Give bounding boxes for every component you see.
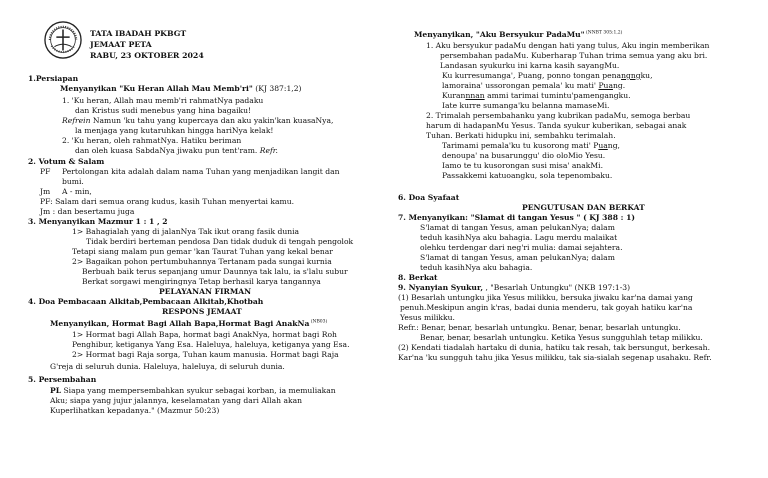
song-line: Passakkemi katuoangku, sola tepenombaku. — [442, 171, 613, 180]
psalm-line: Berbuah baik terus sepanjang umur Daunnya tak lalu, ia s'lalu subur — [82, 267, 348, 276]
verse-line: dan Kristus sudi menebus yang hina bagaiku! — [75, 106, 252, 115]
section-mazmur-heading: 3. Menyanyikan Mazmur 1 : 1 , 2 — [28, 217, 168, 226]
verse-line: 2. 'Ku heran, oleh rahmatNya. Hatiku beriman — [62, 136, 242, 145]
song-line: Landasan syukurku ini karna kasih sayangMu. — [440, 61, 620, 70]
song-line: S'lamat di tangan Yesus, aman pelukanNya; dalam — [420, 223, 615, 232]
song-line: persembahan padaMu. Kuberharap Tuhan trima semua yang aku bri. — [440, 51, 708, 60]
song-line: teduh kasihNya aku bahagia. — [420, 263, 533, 272]
song-line: G'reja di seluruh dunia. Haleluya, haleluya, di seluruh dunia. — [50, 362, 285, 371]
header-congregation: JEMAAT PETA — [90, 40, 152, 49]
verse-line: 1. 'Ku heran, Allah mau memb'ri rahmatNya padaku — [62, 96, 264, 105]
section-persembahan-heading: 5. Persembahan — [28, 375, 97, 384]
section-doa-pembacaan-heading: 4. Doa Pembacaan Alkitab,Pembacaan Alkitab,Khotbah — [28, 297, 264, 306]
offering-verse-line: Kuperlihatkan kepadanya." (Mazmur 50:23) — [50, 406, 220, 415]
offering-verse-line: Aku; siapa yang jujur jalannya, keselamatan yang dari Allah akan — [50, 396, 303, 405]
liturgy-role-label: Jm — [40, 187, 51, 196]
liturgy-role-label: PF — [40, 167, 51, 176]
song-aku-bersyukur-title: Menyanyikan, "Aku Bersyukur PadaMu" $^{(NNBT 305:1,2)}$ — [414, 30, 623, 39]
psalm-line: Berkat sorgawi mengiringnya Tetap berhasil karya tangannya — [82, 277, 321, 286]
liturgy-line: bumi. — [62, 177, 84, 186]
song-line: 2> Hormat bagi Raja sorga, Tuhan kaum manusia. Hormat bagi Raja — [72, 350, 339, 359]
song-line: olehku terdengar dari neg'ri mulia: damai sejahtera. — [420, 243, 623, 252]
refrein-line: la menjaga yang kutaruhkan hingga hariNya kelak! — [75, 126, 274, 135]
offering-verse-line: PL Siapa yang mempersembahkan syukur sebagai korban, ia memuliakan — [50, 386, 336, 395]
section-votum-heading: 2. Votum & Salam — [28, 157, 105, 166]
song-hormat-title: Menyanyikan, Hormat Bagi Allah Bapa,Hormat Bagi AnakNa $^{(NB03)}$ — [50, 319, 328, 328]
refrein-line: Refr.: Benar, benar, besarlah untungku. Benar, benar, besarlah untungku. — [398, 323, 681, 332]
song-line: harum di hadapanMu Yesus. Tanda syukur kuberikan, sebagai anak — [426, 121, 687, 130]
song-line: denoupa' na busarunggu' dio oloMio Yesu. — [442, 151, 606, 160]
verse-line: dan oleh kuasa SabdaNya jiwaku pun tent'ram. Refr. — [75, 146, 278, 155]
pengutusan-heading: PENGUTUSAN DAN BERKAT — [522, 203, 645, 212]
song-ku-heran-title: Menyanyikan "Ku Heran Allah Mau Memb'ri" (KJ 387:1,2) — [60, 84, 302, 93]
song-line: Tarimami pemala'ku tu kusorong mati' Puang, — [442, 141, 620, 150]
psalm-line: Tidak berdiri berteman pendosa Dan tidak duduk di tengah pengolok — [86, 237, 354, 246]
refrein-line: Refrein Namun 'ku tahu yang kupercaya dan aku yakin'kan kuasaNya, — [62, 116, 334, 125]
section-nyanyian-syukur-heading: 9. Nyanyian Syukur, , "Besarlah Untungku" (NKB 197:1-3) — [398, 283, 631, 292]
liturgy-line: Pertolongan kita adalah dalam nama Tuhan yang menjadikan langit dan — [62, 167, 340, 176]
song-line: Ku kurresumanga', Puang, ponno tongan penangngku, — [442, 71, 653, 80]
song-line: 2. Trimalah persembahanku yang kubrikan padaMu, semoga berbau — [426, 111, 691, 120]
section-berkat-heading: 8. Berkat — [398, 273, 438, 282]
song-line: (1) Besarlah untungku jika Yesus milikku, bersuka jiwaku kar'na damai yang — [398, 293, 693, 302]
song-line: Iate kurre sumanga'ku belanna mamaseMi. — [442, 101, 610, 110]
song-line: Tuhan. Berkati hidupku ini, sembahku terimalah. — [426, 131, 616, 140]
song-line: S'lamat di tangan Yesus, aman pelukanNya; dalam — [420, 253, 615, 262]
song-line: (2) Kendati tiadalah hartaku di dunia, hatiku tak resah, tak bersungut, berkesah. — [398, 343, 710, 352]
psalm-line: 1> Bahagialah yang di jalanNya Tak ikut orang fasik dunia — [72, 227, 300, 236]
song-line: lamoraina' ussorongan pemala' ku mati' Puang. — [442, 81, 626, 90]
pelayanan-firman-heading: PELAYANAN FIRMAN — [159, 287, 252, 296]
refrein-line: Benar, benar, besarlah untungku. Ketika Yesus sungguhlah tetap milikku. — [420, 333, 703, 342]
liturgy-line: A - min, — [62, 187, 92, 196]
song-line: Yesus milikku. — [400, 313, 455, 322]
song-line: Kar'na 'ku sungguh tahu jika Yesus milikku, tak sia-sialah segenap usahaku. Refr. — [398, 353, 712, 362]
song-line: penuh.Meskipun angin k'ras, badai dunia menderu, tak goyah hatiku kar'na — [400, 303, 693, 312]
liturgy-line: PF: Salam dari semua orang kudus, kasih Tuhan menyertai kamu. — [40, 197, 295, 206]
song-line: 1> Hormat bagi Allah Bapa, hormat bagi AnakNya, hormat bagi Roh — [72, 330, 337, 339]
respons-jemaat-heading: RESPONS JEMAAT — [162, 307, 242, 316]
header-title: TATA IBADAH PKBGT — [90, 29, 187, 38]
song-line: teduh kasihNya aku bahagia. Lagu merdu malaikat — [420, 233, 618, 242]
liturgy-line: Jm : dan besertamu juga — [40, 207, 135, 216]
psalm-line: 2> Bagaikan pohon pertumbuhannya Tertanam pada sungai kurnia — [72, 257, 332, 266]
church-logo-seal — [44, 21, 82, 59]
song-line: Penghibur, ketiganya Yang Esa. Haleluya, haleluya, ketiganya yang Esa. — [72, 340, 350, 349]
section-persiapan-heading: 1.Persiapan — [28, 74, 79, 83]
song-line: Iamo te tu kusorongan susi misa' anakMi. — [442, 161, 604, 170]
song-line: Kurannnan ammi tarimai tumintu'pamengangku. — [442, 91, 631, 100]
psalm-line: Tetapi siang malam pun gemar 'kan Taurat Tuhan yang kekal benar — [72, 247, 333, 256]
header-date: RABU, 23 OKTOBER 2024 — [90, 51, 204, 60]
song-line: 1. Aku bersyukur padaMu dengan hati yang tulus, Aku ingin memberikan — [426, 41, 710, 50]
section-slamat-heading: 7. Menyanyikan: "Slamat di tangan Yesus " ( KJ 388 : 1) — [398, 213, 635, 222]
section-doa-syafaat-heading: 6. Doa Syafaat — [398, 193, 460, 202]
